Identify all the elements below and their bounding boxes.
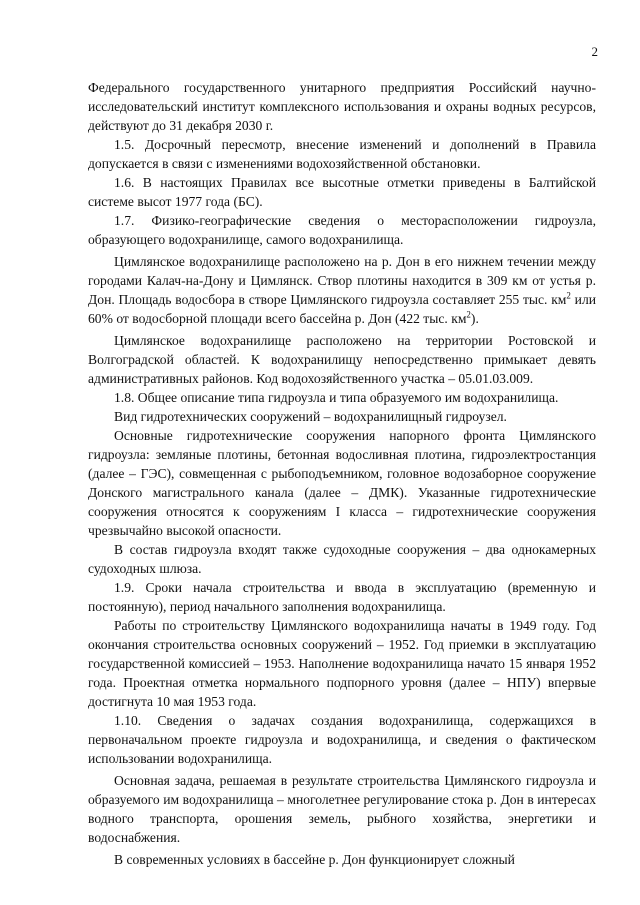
paragraph-1-7: 1.7. Физико-географические сведения о месторасположении гидроузла, образующего водохранилище, самого водохранилища. [88,213,596,247]
reservoir-area-text: или 60% от водосборной площади всего бассейна р. Дон (422 тыс. км [88,292,597,326]
paragraph-regions: Цимлянское водохранилище расположено на территории Ростовской и Волгоградской областей. К водохранилищу непосредственно примыкает девять административных районов. Код водохозяйственного участка – 05.01.03.009. [88,333,596,386]
paragraph-1-5: 1.5. Досрочный пересмотр, внесение изменений и дополнений в Правила допускается в связи с изменениями водохозяйственной обстановки. [88,137,596,171]
paragraph-modern-conditions: В современных условиях в бассейне р. Дон функционирует сложный [114,852,515,867]
area-superscript-2: 2 [466,309,471,320]
paragraph-main-task: Основная задача, решаемая в результате строительства Цимлянского гидроузла и образуемого им водохранилища – многолетнее регулирование стока р. Дон в интересах водного транспорта, орошения земель, рыбного хозяйства, энергетики и водоснабжения. [88,773,596,845]
paragraph-main-structures: Основные гидротехнические сооружения напорного фронта Цимлянского гидроузла: земляные плотины, бетонная водосливная плотина, гидроэлектростанция (далее – ГЭС), совмещенная с рыбоподъемником, головное водозаборное сооружение Донского магистрального канала (далее – ДМК). Указанные гидротехнические сооружения относятся к сооружениям I класса – гидротехнические сооружения чрезвычайно высокой опасности. [88,428,596,538]
paragraph-structure-type: Вид гидротехнических сооружений – водохранилищный гидроузел. [114,409,507,424]
document-body [88,78,596,869]
paragraph-institute: Федерального государственного унитарного предприятия Российский научно-исследовательский институт комплексного использования и охраны водных ресурсов, действуют до 31 декабря 2030 г. [88,80,596,133]
reservoir-area-end: ). [470,311,479,326]
paragraph-1-6: 1.6. В настоящих Правилах все высотные отметки приведены в Балтийской системе высот 1977 года (БС). [88,175,596,209]
paragraph-1-10: 1.10. Сведения о задачах создания водохранилища, содержащихся в первоначальном проекте гидроузла и водохранилища, и сведения о фактическом использовании водохранилища. [88,713,596,766]
paragraph-1-9: 1.9. Сроки начала строительства и ввода в эксплуатацию (временную и постоянную), период начального заполнения водохранилища. [88,580,596,614]
paragraph-construction-dates: Работы по строительству Цимлянского водохранилища начаты в 1949 году. Год окончания строительства основных сооружений – 1952. Год приемки в эксплуатацию государственной комиссией – 1953. Наполнение водохранилища начато 15 января 1952 года. Проектная отметка нормального подпорного уровня (далее – НПУ) впервые достигнута 10 мая 1953 года. [88,618,596,709]
area-superscript-1: 2 [566,290,571,301]
reservoir-location-text: Цимлянское водохранилище расположено на р. Дон в его нижнем течении между городами Калач-на-Дону и Цимлянск. Створ плотины находится в 309 км от устья р. Дон. Площадь водосбора в створе Цимлянского гидроузла составляет 255 тыс. км [88,254,596,307]
paragraph-1-8: 1.8. Общее описание типа гидроузла и типа образуемого им водохранилища. [114,390,559,405]
paragraph-locks: В состав гидроузла входят также судоходные сооружения – два однокамерных судоходных шлюза. [88,542,596,576]
page-number: 2 [591,44,598,59]
paragraph-reservoir-location [88,252,596,328]
